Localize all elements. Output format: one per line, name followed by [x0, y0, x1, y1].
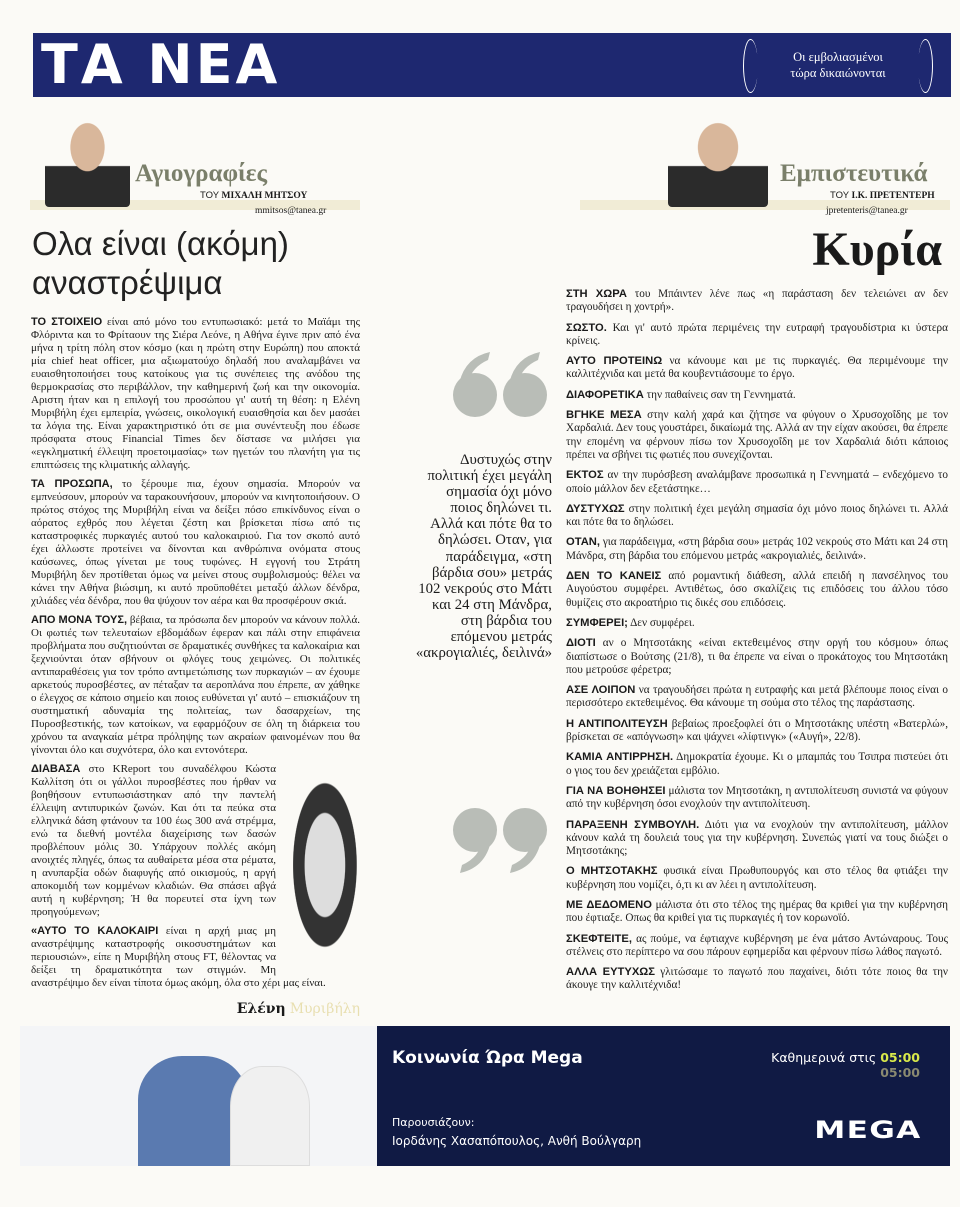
open-quote-icon — [450, 350, 550, 420]
paragraph-text: για παράδειγμα, «στη βάρδια σου» μετράς 102 νεκρούς στο Μάτι και 24 στη Μάνδρα, στη βάρδια του επόμενου μετράς «ακρογιαλιές, δειλινά». — [566, 536, 948, 562]
tagline-line-1: Οι εμβολιασμένοι — [793, 50, 883, 64]
show-time: 05:00 — [880, 1050, 920, 1065]
paragraph-text: ας πούμε, να έφτιαχνε κυβέρνηση με ένα μάτσο Αντώναρους. Τους στέλνεις στο περίπτερο να σου πάρουν εφημερίδα και φέρνουν πίσω λάθος παγωτό. — [566, 932, 948, 958]
presenters-names: Ιορδάνης Χασαπόπουλος, Ανθή Βούλγαρη — [392, 1134, 642, 1148]
paragraph-text: να τραγουδήσει πρώτα η ευτραφής και μετά βλέπουμε ποιος είναι ο περισσότερο εκτεθειμένος. Θα κάνουμε τη σούμα στο τέλος της παράστασης. — [566, 684, 949, 710]
paragraph — [566, 322, 948, 349]
paragraph — [566, 785, 948, 812]
lead-in: Η ΑΝΤΙΠΟΛΙΤΕΥΣΗ — [566, 717, 668, 730]
lead-in: ΤΑ ΠΡΟΣΩΠΑ, — [31, 478, 113, 490]
paragraph — [566, 966, 948, 993]
paragraph-text: Διότι για να ενοχλούν την αντιπολίτευση, μάλλον κάνουν καλά τη δουλειά τους για την κυβέρνηση. Συνεπώς γιατί να τους διώξει ο Μητσοτάκης; — [566, 818, 948, 858]
lead-in: ΚΑΜΙΑ ΑΝΤΙΡΡΗΣΗ. — [566, 751, 674, 764]
paragraph-text: στην καλή χαρά και ζήτησε να φύγουν ο Χρυσοχοΐδης με τον Χαρδαλιά. Δεν τους γουστάρει, δικαίωμά της. Αλλά αν την είχαν ακούσει, θα έπρεπε την επομένη να φέρνουν πίσω τον Χρυσοχοΐδη με τον Χαρδαλιά διότι κάποιος πρέπει να σβήνει τις φωτιές που συνεχίζονται. — [566, 409, 949, 461]
tv-advertisement[interactable] — [20, 1026, 950, 1166]
show-time-echo: 05:00 — [880, 1065, 920, 1080]
lead-in: ΓΙΑ ΝΑ ΒΟΗΘΗΣΕΙ — [566, 784, 666, 797]
lead-in: ΜΕ ΔΕΔΟΜΕΝΟ — [566, 898, 652, 911]
paragraph — [31, 316, 360, 472]
article-body-left — [31, 316, 360, 1018]
paragraph-text: στο KReport του συναδέλφου Κώστα Καλλίτση ότι οι γάλλοι πυροσβέστες που ήρθαν να βοηθήσουν εντυπωσιάστηκαν από την παντελή έλλειψη αντιπυρικών ζωνών. Και ότι τα πεύκα στα ελληνικά δάση φτάνουν τα 100 έως 300 ανά στρέμμα, ενώ τα διεθνή μοντέλα διαχείρισης των δασών προβλέπουν μόλις 30. Υπάρχουν πολλές ακόμη ανοιχτές πληγές, όπως τα αυθαίρετα μέσα στα ρέματα, η ανυπαρξία οδών διαφυγής από οικισμούς, η αργή αποκομιδή των κομμένων κλαδιών. Θα σπάσει αβγά αυτή η κυβέρνηση; Ή θα πορευτεί στα ίχνη των προηγούμενων; — [31, 763, 276, 918]
paragraph-text: αν την πυρόσβεση αναλάμβανε προσωπικά η Γεννηματά – ενδεχόμενο το οποίο μάλλον δεν εξετάστηκε… — [566, 469, 948, 495]
paragraph — [566, 865, 948, 892]
lead-in: ΔΙΑΦΟΡΕΤΙΚΑ — [566, 388, 644, 401]
byline-prefix: ΤΟΥ — [200, 190, 219, 201]
lead-in: ΟΤΑΝ, — [566, 536, 600, 549]
author-photo-pretenteris — [668, 115, 768, 207]
author-name: Ι.Κ. ΠΡΕΤΕΝΤΕΡΗ — [851, 191, 935, 201]
presenter-figure — [230, 1066, 310, 1166]
author-name: ΜΙΧΑΛΗ ΜΗΤΣΟΥ — [221, 191, 308, 201]
masthead-tagline — [743, 39, 933, 91]
presenters-label: Παρουσιάζουν: — [392, 1116, 475, 1129]
lead-in: ΣΥΜΦΕΡΕΙ; — [566, 616, 628, 629]
article-body-right — [566, 288, 948, 1000]
paragraph — [566, 637, 948, 677]
column-name-left: Αγιογραφίες — [135, 160, 268, 187]
lead-in: ΣΩΣΤΟ. — [566, 321, 607, 334]
lead-in: Ο ΜΗΤΣΟΤΑΚΗΣ — [566, 865, 658, 878]
paragraph-text: Και γι' αυτό πρώτα περιμένεις την ευτραφή τραγουδίστρια κι ύστερα κρίνεις. — [566, 321, 948, 347]
paragraph-text: αν ο Μητσοτάκης «είναι εκτεθειμένος στην οργή του κόσμου» όπως διαπίστωσε ο Βούτσης (21/8), τι θα έπρεπε να είναι ο προκάτοχος του Μητσοτάκη που μετρούσε φέρετρα; — [566, 637, 948, 676]
close-quote-icon — [450, 805, 550, 875]
caption-last-name: Μυριβήλη — [289, 1001, 360, 1017]
article-title-left: Ολα είναι (ακόμη) αναστρέψιμα — [32, 225, 289, 301]
byline-right — [830, 190, 935, 201]
paragraph-text: να κάνουμε και με τις πυρκαγιές. Θα περιμένουμε την καλλιτέχνιδα και μετά θα κουβεντιάσουμε το έργο. — [566, 355, 948, 381]
lead-in: «ΑΥΤΟ ΤΟ ΚΑΛΟΚΑΙΡΙ — [31, 925, 159, 937]
schedule-label: Καθημερινά στις — [771, 1050, 877, 1065]
byline-left — [200, 190, 307, 201]
lead-in: ΣΤΗ ΧΩΡΑ — [566, 288, 627, 300]
paragraph — [566, 570, 948, 610]
lead-in: ΤΟ ΣΤΟΙΧΕΙΟ — [31, 316, 103, 328]
column-name-right: Εμπιστευτικά — [780, 160, 928, 187]
paragraph — [566, 288, 948, 315]
lead-in: ΔΕΝ ΤΟ ΚΑΝΕΙΣ — [566, 570, 662, 583]
lead-in: ΔΥΣΤΥΧΩΣ — [566, 502, 625, 515]
paragraph-text: μάλιστα τον Μητσοτάκη, η αντιπολίτευση συνιστά να φύγουν από την κυβέρνηση όσοι ενοχλούν την αντιπολίτευση. — [566, 784, 948, 811]
lead-in: ΑΠΟ ΜΟΝΑ ΤΟΥΣ, — [31, 614, 128, 626]
paragraph — [566, 409, 948, 462]
paragraph — [566, 899, 948, 926]
byline-prefix: ΤΟΥ — [830, 190, 849, 201]
show-title: Κοινωνία Ώρα Mega — [392, 1048, 583, 1068]
paragraph-text: γλιτώσαμε το παγωτό που παχαίνει, διότι τότε ποιος θα την άκουγε την καλλιτέχνιδα! — [566, 966, 948, 992]
paragraph-text: Δημοκρατία έχουμε. Κι ο μπαμπάς του Τσιπρα πιστεύει ότι ο γιος του δεν χρειάζεται εμβόλιο. — [566, 751, 948, 777]
paragraph-text: το ξέρουμε πια, έχουν σημασία. Μπορούν να εμπνεύσουν, μπορούν να ταρακουνήσουν, μπορούν να κινητοποιήσουν. Ο πρώτος στόχος της Μυριβήλη είναι να δείξει πόσο επικίνδυνος είναι ο αόρατος εχθρός που λέγεται ζέστη και βρίσκεται πίσω από τις καταστροφικές πυρκαγιές αυτού του καλοκαιριού. Για τον σκοπό αυτό έχει άλλωστε προτείνει να δίνονται και ανθρώπινα ονόματα στους καύσωνες, όπως γίνεται με τους τυφώνες. Η εγγονή του Στράτη Μυριβήλη δεν προτίθεται όμως να μείνει στους συμβολισμούς: θέλει να κάνει την Αθήνα βιώσιμη, κι αυτό προϋποθέτει μεταξύ άλλων δένδρα, χιλιάδες νέα δένδρα, που θα ψύχουν τον αέρα και θα προσφέρουν σκιά. — [31, 478, 361, 607]
tagline-line-2: τώρα δικαιώνονται — [790, 66, 886, 80]
paragraph-text: βέβαια, τα πρόσωπα δεν μπορούν να κάνουν πολλά. Οι φωτιές των τελευταίων εβδομάδων έφεραν και πάλι στην επιφάνεια προβλήματα που συζητιούνται σε δραματικές συνθήκες τα καλοκαίρια και ξεχνιούνται όταν σβήνουν οι φλόγες τους χειμώνες. Οι πολιτικές αντιπαραθέσεις για τον τρόπο αντιμετώπισης των πυρκαγιών – αν έχουμε αρκετούς πυροσβέστες, αν πέταξαν τα αεροπλάνα που έπρεπε, αν χάθηκε ο έλεγχος σε κάποιο σημείο και ποιος ευθύνεται γι' αυτό – επισκιάζουν τη συστηματική αδυναμία της πολιτείας, των δασαρχείων, της Πυροσβεστικής, των κατοίκων, να εφαρμόζουν σε όλη τη διάρκεια του χρόνου τα αναγκαία μέτρα πρόληψης των ακραίων φαινομένων που θα γίνονται όλο και συχνότερα, όλο και εντονότερα. — [31, 614, 360, 756]
paragraph — [566, 503, 948, 530]
paragraph-text: μάλιστα ότι στο τέλος της ημέρας θα κριθεί για την κυβέρνηση που έφτιαξε. Οπως θα κριθεί για τις πυρκαγιές ή τον κορωνοϊό. — [566, 898, 949, 925]
paragraph — [566, 355, 948, 382]
paragraph-text: είναι η αρχή μιας μη αναστρέψιμης καταστροφής οικοσυστημάτων και περιουσιών», είπε η Μυριβήλη στους FT, θέλοντας να δείξει τη δραματικότητα των στιγμών. Μη αναστρέψιμο δεν είναι τίποτα όμως ακόμη, όλα στο χέρι μας είναι. — [31, 925, 326, 989]
lead-in: ΣΚΕΦΤΕΙΤΕ, — [566, 932, 632, 945]
paragraph-text: στην πολιτική έχει μεγάλη σημασία όχι μόνο ποιος δηλώνει τι. Αλλά και πότε θα το δηλώσει. — [566, 502, 948, 529]
lead-in: ΑΣΕ ΛΟΙΠΟΝ — [566, 684, 636, 697]
paragraph — [566, 718, 948, 745]
lead-in: ΕΚΤΟΣ — [566, 469, 604, 482]
paragraph-text: την παθαίνεις σαν τη Γεννηματά. — [643, 388, 796, 401]
paragraph — [566, 617, 948, 630]
mega-logo: MEGA — [814, 1116, 922, 1144]
portrait-myrivili — [282, 775, 360, 975]
paragraph — [566, 389, 948, 402]
paragraph-text: βεβαίως προεξοφλεί ότι ο Μητσοτάκης υπέστη «Βατερλώ», βρίσκεται σε «απόγνωση» και ψάχνει «λίφτινγκ» («Αυγή», 22/8). — [566, 717, 948, 744]
photo-caption — [31, 996, 360, 1018]
show-schedule — [771, 1050, 920, 1080]
paragraph — [566, 819, 948, 859]
pull-quote: Δυστυχώς στην πολιτική έχει μεγάλη σημασία όχι μόνο ποιος δηλώνει τι. Αλλά και πότε θα το δηλώσει. Οταν, για παράδειγμα, «στη βάρδια σου» μετράς 102 νεκρούς στο Μάτι και 24 στη Μάνδρα, στη βάρδια του επόμενου μετράς «ακρογιαλιές, δειλινά» — [415, 452, 552, 662]
author-email-right[interactable]: jpretenteris@tanea.gr — [826, 206, 908, 216]
article-title-right: Κυρία — [812, 223, 942, 276]
paragraph-text: Δεν συμφέρει. — [627, 616, 695, 629]
author-email-left[interactable]: mmitsos@tanea.gr — [255, 206, 327, 216]
lead-in: ΒΓΗΚΕ ΜΕΣΑ — [566, 409, 642, 422]
lead-in: ΔΙΟΤΙ — [566, 637, 596, 650]
presenters — [392, 1114, 641, 1150]
lead-in: ΑΛΛΑ ΕΥΤΥΧΩΣ — [566, 966, 655, 979]
paragraph — [566, 933, 948, 960]
paragraph — [566, 469, 948, 496]
paragraph — [31, 478, 360, 608]
paragraph — [566, 751, 948, 778]
paragraph — [31, 614, 360, 757]
ad-presenters-photo — [20, 1026, 377, 1166]
paragraph-text: του Μπάιντεν λένε πως «η παράσταση δεν τελειώνει αν δεν τραγουδήσει η χοντρή». — [566, 288, 948, 314]
lead-in: ΔΙΑΒΑΣΑ — [31, 763, 81, 775]
paragraph-text: είναι από μόνο του εντυπωσιακό: μετά το Μαϊάμι της Φλόριντα και το Φρίταουν της Σιέρα Λεόνε, η Αθήνα έγινε πριν από ένα μήνα η τρίτη πόλη στον κόσμο (και η πρώτη στην Ευρώπη) που αποκτά μία chief heat officer, μια αξιωματούχο δηλαδή που αναλαμβάνει να ευαισθητοποιήσει τους κατοίκους για τις συνέπειες της ανόδου της θερμοκρασίας στο περιβάλλον, την καθημερινή ζωή και την οικονομία. Αριστη ήταν και η επιλογή του προσώπου γι' αυτή τη θέση: η Ελένη Μυριβήλη έχει εμπειρία, γνώσεις, οικολογική ευαισθησία και δεν μασάει τα λόγια της. Είναι χαρακτηριστικό ότι σε μια συνέντευξη που έδωσε πρόσφατα στους Financial Times δεν δίστασε να μιλήσει για «εγκληματική έλλειψη προετοιμασίας» των ηγετών του πλανήτη για τις επιπτώσεις της κλιματικής αλλαγής. — [31, 316, 360, 471]
newspaper-logo: ΤΑ ΝΕΑ — [41, 33, 281, 96]
paragraph-text: φυσικά είναι Πρωθυπουργός και στο τέλος θα φτιάξει την κυβέρνηση που νομίζει, ό,τι κι αν λέει η αντιπολίτευση. — [566, 865, 948, 891]
paragraph — [566, 536, 948, 563]
masthead — [33, 33, 951, 97]
paragraph-text: από ρομαντική διάθεση, αλλά επειδή η πανσέληνος του Αυγούστου συμφέρει. Αντιθέτως, όσο σκαλίζεις τις επιδόσεις του άλλου τόσο θυμίζεις στο ακροατήριο τις δικές σου επιδόσεις. — [566, 570, 948, 609]
paragraph — [566, 684, 948, 711]
caption-first-name: Ελένη — [236, 1001, 286, 1017]
lead-in: ΠΑΡΑΞΕΝΗ ΣΥΜΒΟΥΛΗ. — [566, 818, 700, 831]
author-photo-mitsos — [45, 115, 130, 207]
lead-in: ΑΥΤΟ ΠΡΟΤΕΙΝΩ — [566, 355, 663, 368]
